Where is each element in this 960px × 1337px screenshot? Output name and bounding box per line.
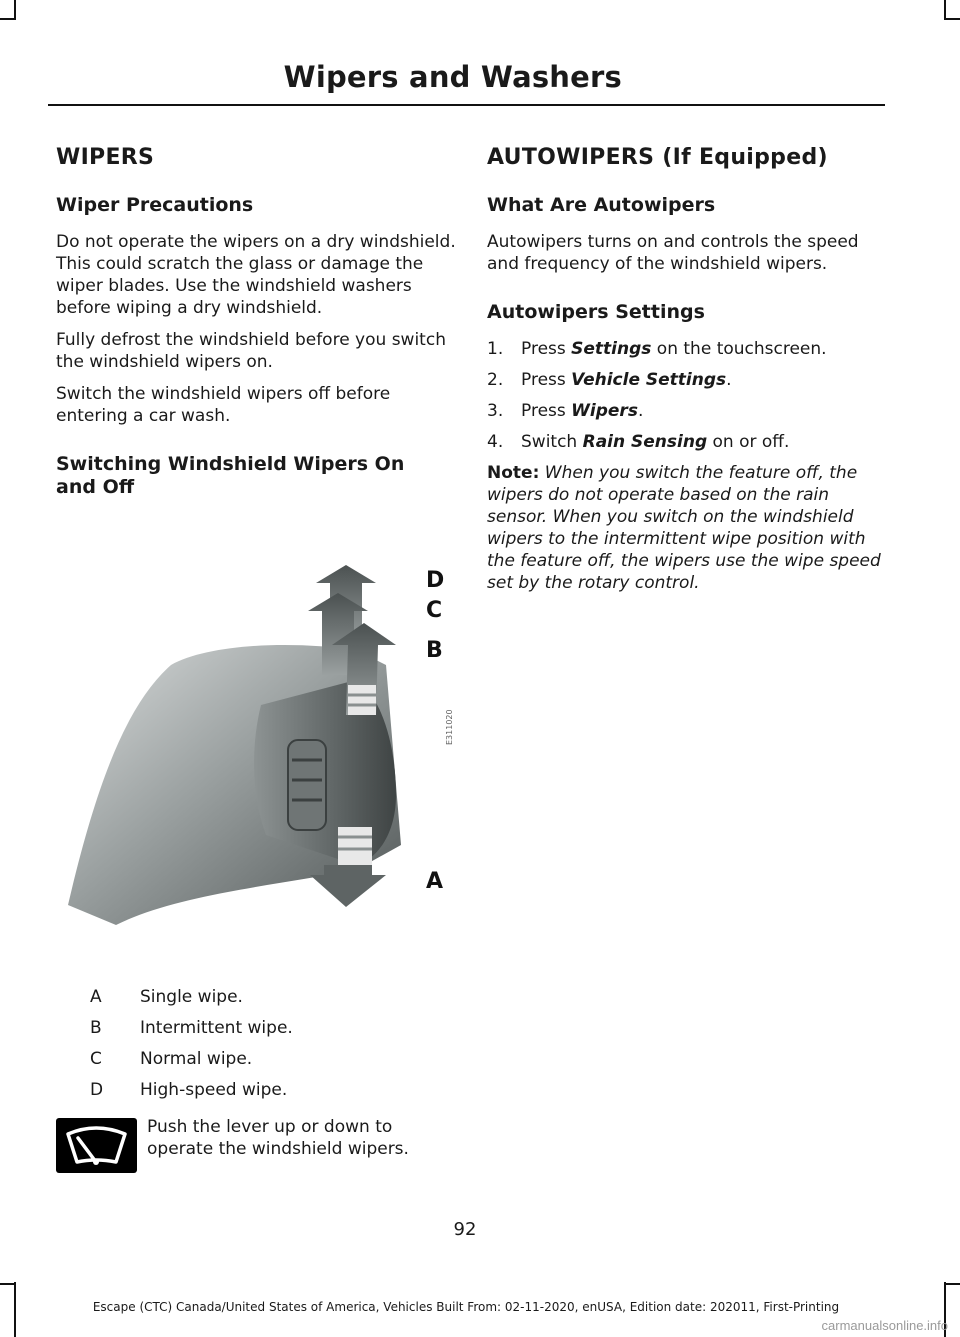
figure-legend bbox=[56, 986, 456, 1110]
paragraph-autowipers: Autowipers turns on and controls the speed and frequency of the windshield wipers. bbox=[487, 232, 859, 274]
note-text: When you switch the feature off, the wipers do not operate based on the rain sensor. When you switch on the windshield wipers to the intermittent wipe position with the feature off, the wipers use the wipe speed set by the rotary control. bbox=[487, 463, 881, 593]
page-number: 92 bbox=[453, 1219, 477, 1240]
crop-mark bbox=[944, 0, 946, 20]
menu-term-vehicle-settings: Vehicle Settings bbox=[571, 370, 727, 390]
settings-steps bbox=[487, 338, 887, 453]
subheading-what-are-autowipers: What Are Autowipers bbox=[487, 194, 716, 216]
label-d: D bbox=[426, 568, 445, 593]
list-item: 3. Press Wipers. bbox=[487, 401, 644, 421]
menu-term-wipers: Wipers bbox=[571, 401, 638, 421]
legend-key: C bbox=[90, 1049, 102, 1069]
image-id: E311020 bbox=[445, 709, 454, 745]
subheading-wiper-precautions: Wiper Precautions bbox=[56, 194, 254, 216]
list-item: 4. Switch Rain Sensing on or off. bbox=[487, 432, 790, 452]
menu-term-settings: Settings bbox=[571, 339, 652, 359]
right-column bbox=[487, 145, 887, 604]
left-column bbox=[56, 145, 456, 513]
legend-row bbox=[56, 1017, 456, 1048]
note-paragraph bbox=[487, 462, 887, 594]
crop-mark bbox=[944, 1283, 960, 1285]
legend-key: A bbox=[90, 987, 102, 1007]
paragraph-defrost: Fully defrost the windshield before you switch the windshield wipers on. bbox=[56, 330, 446, 372]
legend-row bbox=[56, 1079, 456, 1110]
footer-text: Escape (CTC) Canada/United States of America, Vehicles Built From: 02-11-2020, enUSA, Edition date: 202011, First-Printing bbox=[92, 1300, 840, 1314]
rotary-control bbox=[288, 740, 326, 830]
menu-term-rain-sensing: Rain Sensing bbox=[582, 432, 708, 452]
paragraph-dry-windshield: Do not operate the wipers on a dry windshield. This could scratch the glass or damage the wiper blades. Use the windshield washers before wiping a dry windshield. bbox=[56, 232, 456, 318]
list-item: 1. Press Settings on the touchscreen. bbox=[487, 339, 827, 359]
legend-row bbox=[56, 1048, 456, 1079]
section-heading-autowipers: AUTOWIPERS (If Equipped) bbox=[487, 145, 828, 170]
legend-text: Normal wipe. bbox=[140, 1049, 253, 1069]
crop-mark bbox=[14, 0, 16, 20]
label-c: C bbox=[426, 598, 443, 623]
paragraph-car-wash: Switch the windshield wipers off before entering a car wash. bbox=[56, 384, 391, 426]
section-heading-wipers: WIPERS bbox=[56, 145, 155, 170]
label-b: B bbox=[426, 638, 443, 663]
legend-row bbox=[56, 986, 456, 1017]
crop-mark bbox=[0, 18, 16, 20]
windshield-wiper-icon bbox=[56, 1118, 137, 1173]
legend-text: Single wipe. bbox=[140, 987, 243, 1007]
subheading-autowipers-settings: Autowipers Settings bbox=[487, 301, 705, 323]
list-item: 2. Press Vehicle Settings. bbox=[487, 370, 732, 390]
legend-key: D bbox=[90, 1080, 104, 1100]
icon-note-text: Push the lever up or down to operate the windshield wipers. bbox=[147, 1117, 409, 1159]
watermark: carmanualsonline.info bbox=[821, 1318, 948, 1333]
legend-text: High-speed wipe. bbox=[140, 1080, 288, 1100]
legend-key: B bbox=[90, 1018, 102, 1038]
note-label: Note: bbox=[487, 463, 540, 483]
wiper-lever-illustration bbox=[56, 545, 456, 955]
crop-mark bbox=[0, 1283, 16, 1285]
subheading-switching-wipers: Switching Windshield Wipers On and Off bbox=[56, 453, 405, 498]
wiper-lever-drawing bbox=[56, 545, 456, 955]
crop-mark bbox=[944, 18, 960, 20]
header-divider bbox=[48, 104, 885, 106]
page-header-title: Wipers and Washers bbox=[283, 60, 622, 94]
label-a: A bbox=[426, 869, 444, 894]
legend-text: Intermittent wipe. bbox=[140, 1018, 293, 1038]
